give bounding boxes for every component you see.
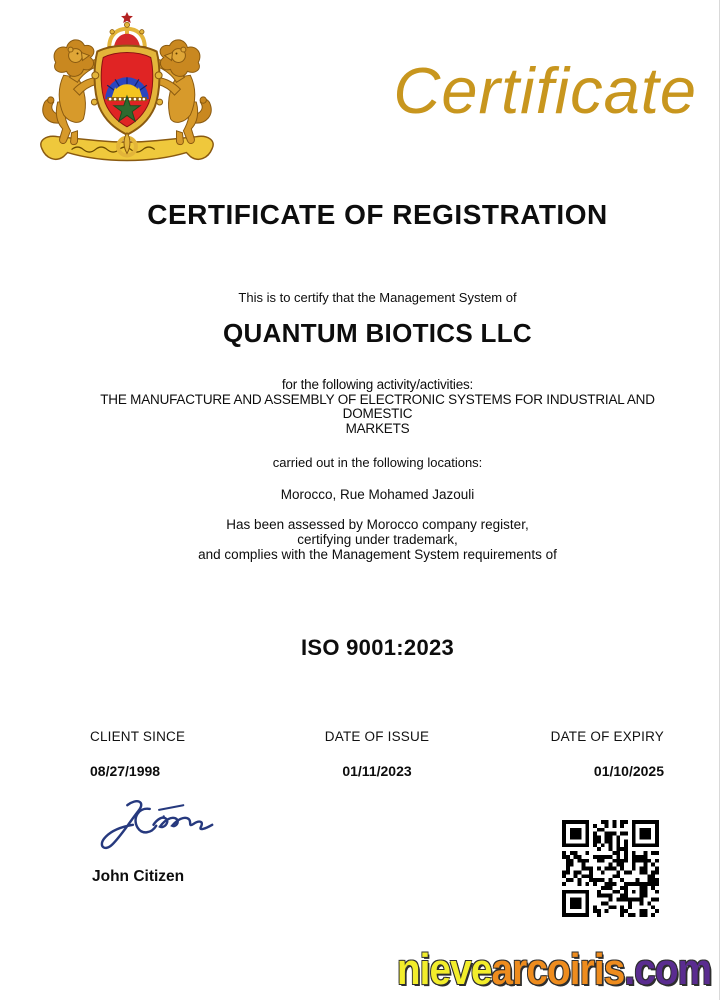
activity-block bbox=[50, 378, 705, 436]
assessment-line: and complies with the Management System requirements of bbox=[198, 547, 557, 562]
activity-intro: for the following activity/activities: bbox=[281, 377, 474, 392]
client-since-label: CLIENT SINCE bbox=[90, 729, 186, 744]
locations-intro: carried out in the following locations: bbox=[272, 455, 483, 470]
signature-image bbox=[90, 794, 230, 854]
activity-line: MARKETS bbox=[345, 420, 410, 436]
watermark-part-3: .com bbox=[624, 945, 711, 994]
date-of-issue-column bbox=[281, 729, 472, 779]
assessment-line: certifying under trademark, bbox=[297, 532, 458, 547]
morocco-coat-of-arms-icon bbox=[28, 8, 226, 174]
watermark-part-2: arcoiris bbox=[491, 945, 625, 994]
watermark-part-1: nieve bbox=[396, 945, 492, 994]
activity-line: THE MANUFACTURE AND ASSEMBLY OF ELECTRONIC SYSTEMS FOR INDUSTRIAL AND bbox=[100, 391, 655, 407]
standard-title: ISO 9001:2023 bbox=[300, 635, 455, 660]
client-since-column bbox=[90, 729, 281, 779]
dates-row bbox=[90, 729, 664, 779]
assessment-line: Has been assessed by Morocco company register, bbox=[226, 517, 529, 532]
date-of-issue-label: DATE OF ISSUE bbox=[324, 729, 430, 744]
page-title: CERTIFICATE OF REGISTRATION bbox=[147, 199, 608, 230]
qr-code bbox=[562, 820, 659, 917]
location-line: Morocco, Rue Mohamed Jazouli bbox=[280, 487, 475, 502]
date-of-expiry-column bbox=[473, 729, 664, 779]
company-name: QUANTUM BIOTICS LLC bbox=[222, 318, 532, 348]
watermark bbox=[396, 945, 711, 994]
client-since-value: 08/27/1998 bbox=[90, 763, 161, 779]
date-of-expiry-value: 01/10/2025 bbox=[593, 763, 664, 779]
date-of-issue-value: 01/11/2023 bbox=[342, 763, 412, 779]
signatory-name: John Citizen bbox=[92, 868, 185, 885]
date-of-expiry-label: DATE OF EXPIRY bbox=[550, 729, 664, 744]
certify-line: This is to certify that the Management System of bbox=[238, 290, 517, 305]
assessment-block bbox=[50, 517, 705, 562]
activity-line: DOMESTIC bbox=[342, 406, 413, 421]
certificate-script-title: Certificate bbox=[393, 54, 697, 127]
